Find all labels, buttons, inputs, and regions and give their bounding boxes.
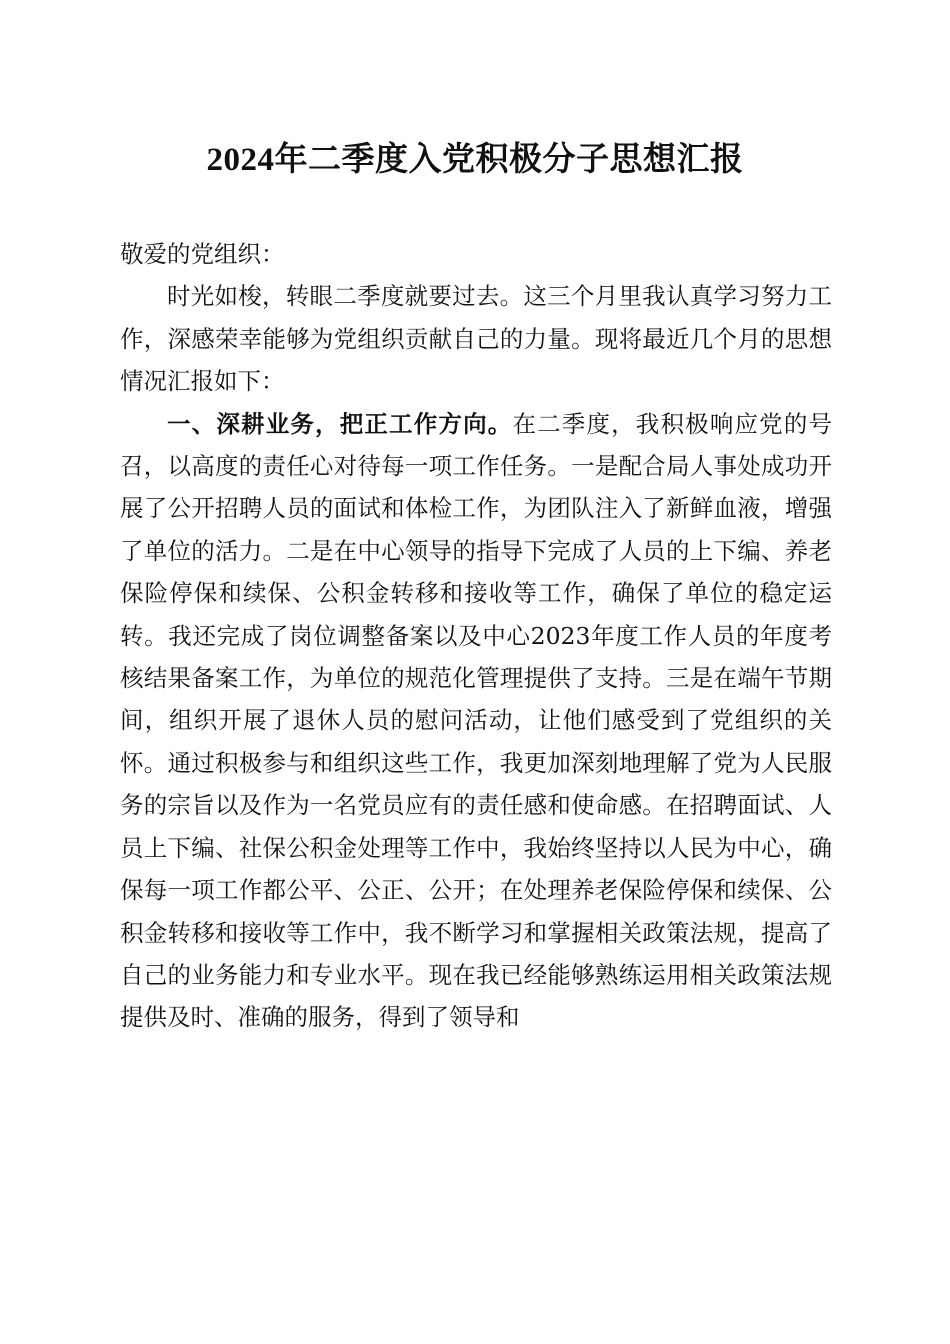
section-1-text: 在二季度，我积极响应党的号召，以高度的责任心对待每一项工作任务。一是配合局人事处成功开展了公开招聘人员的面试和体检工作，为团队注入了新鲜血液，增强了单位的活力。二是在中心领导的指导下完成了人员的上下编、养老保险停保和续保、公积金转移和接收等工作，确保了单位的稳定运转。我还完成了岗位调整备案以及中心2023年度工作人员的年度考核结果备案工作，为单位的规范化管理提供了支持。三是在端午节期间，组织开展了退休人员的慰问活动，让他们感受到了党组织的关怀。通过积极参与和组织这些工作，我更加深刻地理解了党为人民服务的宗旨以及作为一名党员应有的责任感和使命感。在招聘面试、人员上下编、社保公积金处理等工作中，我始终坚持以人民为中心，确保每一项工作都公平、公正、公开；在处理养老保险停保和续保、公积金转移和接收等工作中，我不断学习和掌握相关政策法规，提高了自己的业务能力和专业水平。现在我已经能够熟练运用相关政策法规提供及时、准确的服务，得到了领导和 (120, 409, 833, 1032)
salutation: 敬爱的党组织： (120, 240, 285, 268)
document-title: 2024年二季度入党积极分子思想汇报 (206, 142, 744, 178)
intro-paragraph: 时光如梭，转眼二季度就要过去。这三个月里我认真学习努力工作，深感荣幸能够为党组织贡献自己的力量。现将最近几个月的思想情况汇报如下： (120, 282, 832, 396)
section-1-heading: 一、深耕业务，把正工作方向。 (167, 409, 513, 438)
document-body (120, 233, 832, 1039)
section-1-paragraph (120, 403, 832, 1039)
